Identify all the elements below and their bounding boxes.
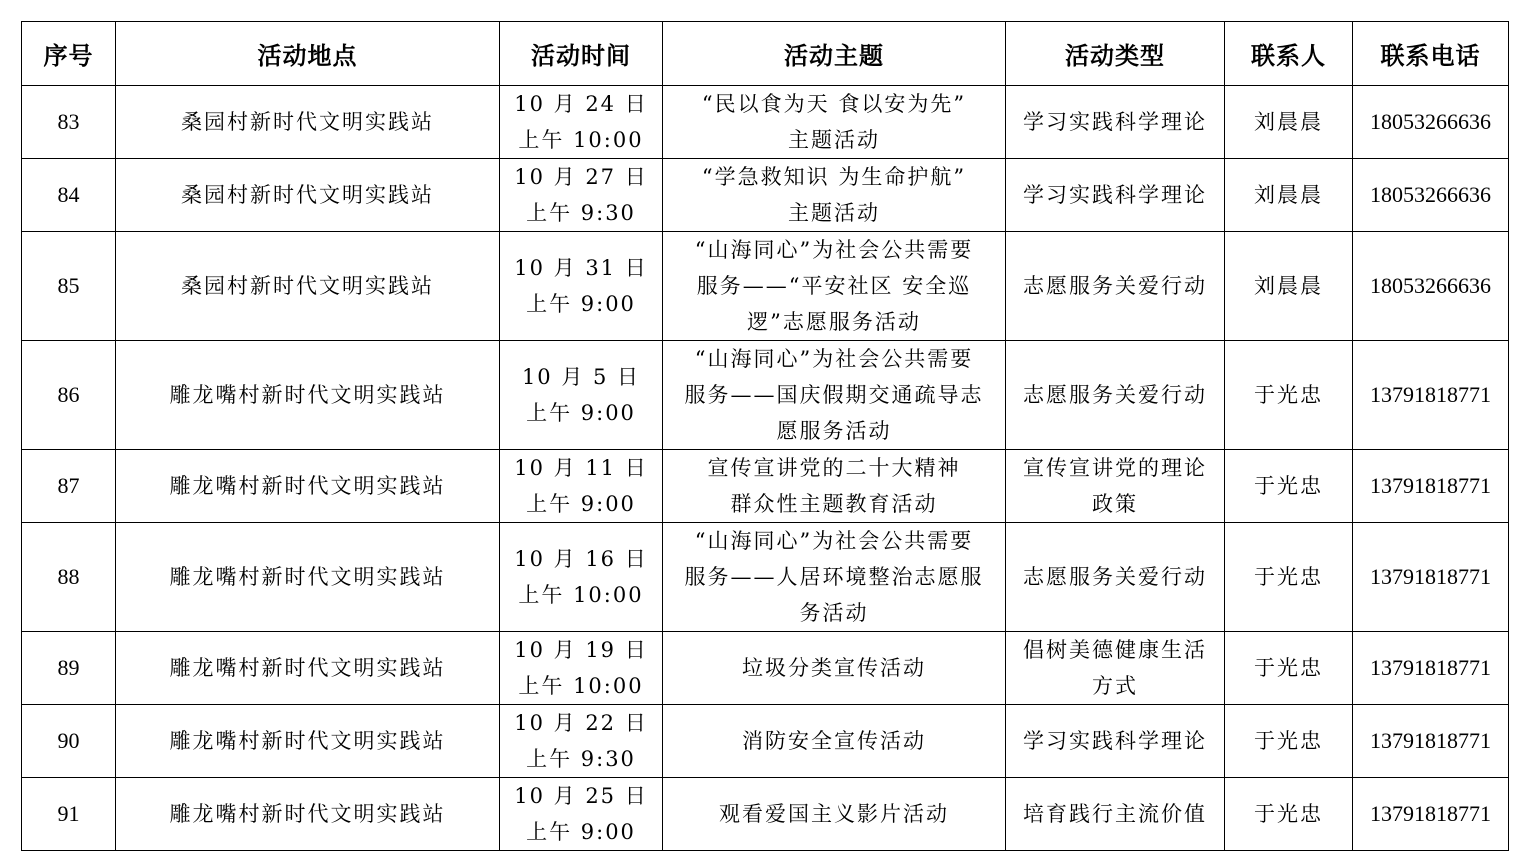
serial-number-cell xyxy=(22,232,116,341)
serial-number-cell xyxy=(22,523,116,632)
type-cell xyxy=(1006,523,1225,632)
theme-cell-line: “山海同心”为社会公共需要 xyxy=(694,347,974,371)
contact-cell-line: 于光忠 xyxy=(1254,802,1323,826)
time-cell xyxy=(500,632,663,705)
phone-cell-line: 18053266636 xyxy=(1370,182,1491,207)
serial-number-cell xyxy=(22,341,116,450)
type-cell xyxy=(1006,632,1225,705)
header-contact-phone: 联系电话 xyxy=(1353,22,1509,86)
type-cell-line: 学习实践科学理论 xyxy=(1023,729,1207,753)
type-cell xyxy=(1006,450,1225,523)
serial-number-cell xyxy=(22,86,116,159)
serial-number-cell xyxy=(22,159,116,232)
serial-number-cell-line: 88 xyxy=(57,564,80,589)
contact-cell-line: 刘晨晨 xyxy=(1254,183,1323,207)
time-cell-line: 10 月 25 日 xyxy=(514,784,648,808)
contact-cell xyxy=(1225,632,1353,705)
theme-cell xyxy=(663,341,1006,450)
serial-number-cell-line: 87 xyxy=(57,473,80,498)
time-cell-line: 上午 10:00 xyxy=(518,128,644,152)
serial-number-cell-line: 91 xyxy=(57,801,80,826)
time-cell xyxy=(500,86,663,159)
theme-cell-line: “山海同心”为社会公共需要 xyxy=(694,529,974,553)
time-cell-line: 10 月 11 日 xyxy=(514,456,648,480)
location-cell-line: 雕龙嘴村新时代文明实践站 xyxy=(169,565,446,589)
header-activity-location: 活动地点 xyxy=(116,22,500,86)
contact-cell xyxy=(1225,341,1353,450)
time-cell xyxy=(500,232,663,341)
header-serial-number: 序号 xyxy=(22,22,116,86)
contact-cell xyxy=(1225,159,1353,232)
phone-cell-line: 13791818771 xyxy=(1370,473,1491,498)
location-cell-line: 桑园村新时代文明实践站 xyxy=(181,274,434,298)
location-cell-line: 雕龙嘴村新时代文明实践站 xyxy=(169,383,446,407)
contact-cell xyxy=(1225,86,1353,159)
type-cell-line: 宣传宣讲党的理论 xyxy=(1023,456,1207,480)
theme-cell xyxy=(663,632,1006,705)
phone-cell xyxy=(1353,778,1509,851)
theme-cell-line: 服务——人居环境整治志愿服 xyxy=(684,565,984,589)
table-row xyxy=(22,86,1509,159)
phone-cell xyxy=(1353,159,1509,232)
type-cell-line: 志愿服务关爱行动 xyxy=(1023,274,1207,298)
time-cell-line: 上午 9:30 xyxy=(526,747,636,771)
serial-number-cell xyxy=(22,632,116,705)
type-cell xyxy=(1006,159,1225,232)
time-cell xyxy=(500,159,663,232)
activity-schedule-table xyxy=(21,21,1509,851)
time-cell-line: 上午 9:00 xyxy=(526,401,636,425)
serial-number-cell xyxy=(22,450,116,523)
theme-cell-line: 务活动 xyxy=(799,601,869,625)
contact-cell xyxy=(1225,450,1353,523)
theme-cell xyxy=(663,450,1006,523)
type-cell xyxy=(1006,778,1225,851)
phone-cell xyxy=(1353,523,1509,632)
contact-cell-line: 于光忠 xyxy=(1254,383,1323,407)
time-cell xyxy=(500,450,663,523)
time-cell-line: 10 月 24 日 xyxy=(514,92,648,116)
theme-cell-line: 垃圾分类宣传活动 xyxy=(742,656,926,680)
location-cell-line: 雕龙嘴村新时代文明实践站 xyxy=(169,656,446,680)
serial-number-cell-line: 90 xyxy=(57,728,80,753)
table-body xyxy=(22,86,1509,851)
table-row xyxy=(22,523,1509,632)
time-cell-line: 上午 9:00 xyxy=(526,820,636,844)
theme-cell-line: 主题活动 xyxy=(788,201,880,225)
contact-cell xyxy=(1225,232,1353,341)
time-cell-line: 10 月 22 日 xyxy=(514,711,648,735)
time-cell-line: 10 月 19 日 xyxy=(514,638,648,662)
header-row xyxy=(22,22,1509,86)
theme-cell-line: “山海同心”为社会公共需要 xyxy=(694,238,974,262)
serial-number-cell-line: 85 xyxy=(57,273,80,298)
contact-cell xyxy=(1225,778,1353,851)
serial-number-cell-line: 84 xyxy=(57,182,80,207)
theme-cell xyxy=(663,705,1006,778)
phone-cell xyxy=(1353,450,1509,523)
theme-cell-line: 服务——国庆假期交通疏导志 xyxy=(684,383,984,407)
type-cell-line: 倡树美德健康生活 xyxy=(1023,638,1207,662)
theme-cell xyxy=(663,159,1006,232)
time-cell-line: 上午 9:00 xyxy=(526,492,636,516)
table-row xyxy=(22,341,1509,450)
type-cell-line: 方式 xyxy=(1092,674,1138,698)
phone-cell xyxy=(1353,232,1509,341)
location-cell xyxy=(116,159,500,232)
time-cell xyxy=(500,778,663,851)
type-cell xyxy=(1006,705,1225,778)
time-cell xyxy=(500,523,663,632)
theme-cell xyxy=(663,86,1006,159)
time-cell xyxy=(500,705,663,778)
theme-cell-line: 观看爱国主义影片活动 xyxy=(719,802,949,826)
theme-cell-line: 消防安全宣传活动 xyxy=(742,729,926,753)
type-cell-line: 志愿服务关爱行动 xyxy=(1023,565,1207,589)
table-row xyxy=(22,159,1509,232)
header-activity-time: 活动时间 xyxy=(500,22,663,86)
time-cell-line: 上午 10:00 xyxy=(518,583,644,607)
phone-cell-line: 13791818771 xyxy=(1370,564,1491,589)
type-cell-line: 志愿服务关爱行动 xyxy=(1023,383,1207,407)
location-cell xyxy=(116,341,500,450)
type-cell xyxy=(1006,232,1225,341)
theme-cell xyxy=(663,778,1006,851)
theme-cell-line: 群众性主题教育活动 xyxy=(730,492,938,516)
theme-cell-line: “学急救知识 为生命护航” xyxy=(701,165,967,189)
table-row xyxy=(22,632,1509,705)
serial-number-cell-line: 83 xyxy=(57,109,80,134)
location-cell xyxy=(116,705,500,778)
contact-cell-line: 于光忠 xyxy=(1254,474,1323,498)
contact-cell-line: 于光忠 xyxy=(1254,565,1323,589)
location-cell-line: 桑园村新时代文明实践站 xyxy=(181,110,434,134)
theme-cell xyxy=(663,523,1006,632)
time-cell-line: 10 月 31 日 xyxy=(514,256,648,280)
table-row xyxy=(22,705,1509,778)
type-cell-line: 学习实践科学理论 xyxy=(1023,110,1207,134)
header-activity-theme: 活动主题 xyxy=(663,22,1006,86)
phone-cell-line: 18053266636 xyxy=(1370,109,1491,134)
type-cell-line: 政策 xyxy=(1092,492,1138,516)
location-cell xyxy=(116,632,500,705)
contact-cell-line: 刘晨晨 xyxy=(1254,274,1323,298)
contact-cell xyxy=(1225,523,1353,632)
serial-number-cell xyxy=(22,705,116,778)
time-cell-line: 10 月 27 日 xyxy=(514,165,648,189)
time-cell-line: 10 月 16 日 xyxy=(514,547,648,571)
phone-cell xyxy=(1353,86,1509,159)
phone-cell xyxy=(1353,632,1509,705)
phone-cell-line: 13791818771 xyxy=(1370,728,1491,753)
theme-cell-line: 主题活动 xyxy=(788,128,880,152)
type-cell-line: 学习实践科学理论 xyxy=(1023,183,1207,207)
contact-cell-line: 于光忠 xyxy=(1254,656,1323,680)
phone-cell-line: 13791818771 xyxy=(1370,801,1491,826)
contact-cell-line: 于光忠 xyxy=(1254,729,1323,753)
serial-number-cell xyxy=(22,778,116,851)
contact-cell-line: 刘晨晨 xyxy=(1254,110,1323,134)
location-cell xyxy=(116,232,500,341)
type-cell xyxy=(1006,341,1225,450)
table-row xyxy=(22,778,1509,851)
header-contact-person: 联系人 xyxy=(1225,22,1353,86)
time-cell-line: 上午 9:00 xyxy=(526,292,636,316)
location-cell-line: 雕龙嘴村新时代文明实践站 xyxy=(169,474,446,498)
location-cell xyxy=(116,778,500,851)
header-activity-type: 活动类型 xyxy=(1006,22,1225,86)
theme-cell-line: 愿服务活动 xyxy=(776,419,892,443)
type-cell-line: 培育践行主流价值 xyxy=(1023,802,1207,826)
serial-number-cell-line: 89 xyxy=(57,655,80,680)
theme-cell-line: 宣传宣讲党的二十大精神 xyxy=(707,456,961,480)
phone-cell-line: 13791818771 xyxy=(1370,382,1491,407)
location-cell-line: 桑园村新时代文明实践站 xyxy=(181,183,434,207)
theme-cell-line: 服务——“平安社区 安全巡 xyxy=(696,274,972,298)
table-row xyxy=(22,450,1509,523)
time-cell-line: 上午 9:30 xyxy=(526,201,636,225)
location-cell xyxy=(116,523,500,632)
phone-cell-line: 13791818771 xyxy=(1370,655,1491,680)
location-cell-line: 雕龙嘴村新时代文明实践站 xyxy=(169,802,446,826)
theme-cell xyxy=(663,232,1006,341)
theme-cell-line: “民以食为天 食以安为先” xyxy=(701,92,967,116)
location-cell xyxy=(116,86,500,159)
phone-cell xyxy=(1353,341,1509,450)
location-cell xyxy=(116,450,500,523)
phone-cell-line: 18053266636 xyxy=(1370,273,1491,298)
time-cell-line: 上午 10:00 xyxy=(518,674,644,698)
table-row xyxy=(22,232,1509,341)
contact-cell xyxy=(1225,705,1353,778)
serial-number-cell-line: 86 xyxy=(57,382,80,407)
time-cell-line: 10 月 5 日 xyxy=(521,365,641,389)
theme-cell-line: 逻”志愿服务活动 xyxy=(747,310,921,334)
type-cell xyxy=(1006,86,1225,159)
time-cell xyxy=(500,341,663,450)
phone-cell xyxy=(1353,705,1509,778)
location-cell-line: 雕龙嘴村新时代文明实践站 xyxy=(169,729,446,753)
